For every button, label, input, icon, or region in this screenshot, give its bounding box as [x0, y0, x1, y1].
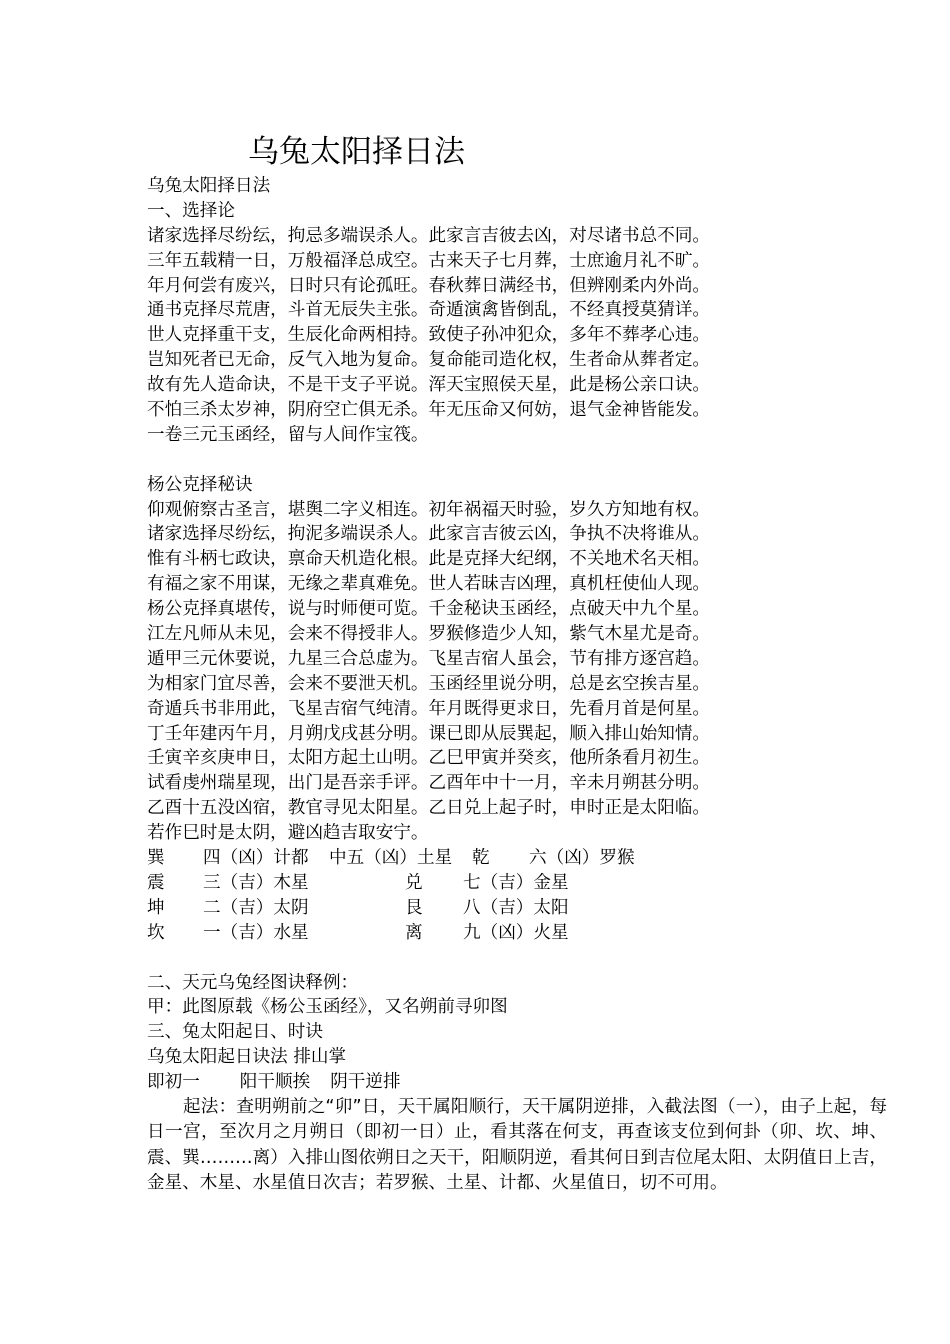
star-value: 一（吉）水星 [203, 922, 309, 943]
section-title: 一、选择论 [147, 200, 235, 221]
verse-line: 岂知死者已无命，反气入地为复命。复命能司造化权，生者命从葬者定。 [147, 350, 711, 371]
verse-line: 丁壬年建丙午月，月朔戊戌甚分明。课已即从辰巽起，顺入排山始知情。 [147, 723, 711, 744]
verse-line: 若作巳时是太阴，避凶趋吉取安宁。 [147, 823, 429, 844]
gua-label: 乾 [472, 848, 490, 869]
page-title: 乌兔太阳择日法 [248, 134, 465, 170]
gua-label: 坎 [147, 922, 165, 943]
verse-line: 奇遁兵书非用此，飞星吉宿气纯清。年月既得更求日，先看月首是何星。 [147, 698, 711, 719]
rule-yin: 阴干逆排 [330, 1072, 401, 1093]
text-line: 甲：此图原载《杨公玉函经》，又名朔前寻卯图 [147, 997, 508, 1018]
star-value: 七（吉）金星 [463, 872, 569, 893]
verse-block-selection [147, 224, 887, 448]
verse-line: 杨公克择真堪传，说与时师便可览。千金秘诀玉函经，点破天中九个星。 [147, 599, 711, 620]
verse-line: 仰观俯察古圣言，堪舆二字义相连。初年祸福天时验，岁久方知地有权。 [147, 499, 711, 520]
verse-line: 试看虔州瑞星现，出门是吾亲手评。乙酉年中十一月，辛未月朔甚分明。 [147, 773, 711, 794]
star-value: 三（吉）木星 [203, 872, 309, 893]
star-value: 六（凶）罗猴 [529, 848, 635, 869]
verse-line: 壬寅辛亥庚申日，太阳方起土山明。乙巳甲寅并癸亥，他所条看月初生。 [147, 748, 711, 769]
gua-label: 兑 [405, 872, 423, 893]
rule-yang: 阳干顺挨 [239, 1072, 311, 1093]
gua-label: 坤 [147, 897, 165, 918]
star-table-row [147, 921, 887, 946]
verse-line: 诸家选择尽纷纭，拘泥多端误杀人。此家言吉彼云凶，争执不决将谁从。 [147, 524, 711, 545]
verse-line: 遁甲三元休要说，九星三合总虚为。飞星吉宿人虽会，节有排方逐宫趋。 [147, 648, 711, 669]
verse-line: 乙酉十五没凶宿，教官寻见太阳星。乙日兑上起子时，申时正是太阳临。 [147, 798, 711, 819]
verse-line: 世人克择重干支，生辰化命两相持。致使子孙冲犯众，多年不葬孝心违。 [147, 325, 711, 346]
rule-day: 即初一 [147, 1072, 200, 1093]
text-line: 二、天元乌兔经图诀释例： [147, 972, 359, 993]
gua-label: 巽 [147, 848, 165, 869]
spacer [147, 946, 887, 971]
heading: 乌兔太阳择日法 [147, 176, 271, 196]
star-value: 二（吉）太阴 [203, 897, 309, 918]
star-value: 四（凶）计都 [203, 848, 309, 869]
text-line: 乌兔太阳起日诀法 排山掌 [147, 1047, 347, 1068]
document-body [147, 174, 887, 1197]
spacer [147, 448, 887, 473]
text-line: 三、兔太阳起日、时诀 [147, 1022, 323, 1043]
verse-line: 惟有斗柄七政诀，禀命天机造化根。此是克择大纪纲，不关地术名天相。 [147, 549, 711, 570]
verse-line: 三年五载精一日，万般福泽总成空。古来天子七月葬，士庶逾月礼不旷。 [147, 250, 711, 271]
section-title: 杨公克择秘诀 [147, 474, 253, 495]
star-value: 九（凶）火星 [463, 922, 569, 943]
star-table-row [147, 871, 887, 896]
gua-label: 艮 [405, 897, 423, 918]
verse-line: 一卷三元玉函经，留与人间作宝筏。 [147, 424, 429, 445]
verse-line: 不怕三杀太岁神，阴府空亡俱无杀。年无压命又何妨，退气金神皆能发。 [147, 400, 711, 421]
star-value: 中五（凶）土星 [329, 848, 453, 869]
verse-line: 有福之家不用谋，无缘之辈真难免。世人若昧吉凶理，真机枉使仙人现。 [147, 574, 711, 595]
section-three-block [147, 971, 887, 1071]
verse-block-secret [147, 498, 887, 846]
verse-line: 为相家门宜尽善，会来不要泄天机。玉函经里说分明，总是玄空挨吉星。 [147, 673, 711, 694]
star-table [147, 871, 887, 946]
star-table-row [147, 846, 887, 871]
verse-line: 故有先人造命诀，不是干支子平说。浑天宝照侯天星，此是杨公亲口诀。 [147, 375, 711, 396]
verse-line: 年月何尝有废兴，日时只有论孤旺。春秋葬日满经书，但辨刚柔内外尚。 [147, 275, 711, 296]
verse-line: 诸家选择尽纷纭，拘忌多端误杀人。此家言吉彼去凶，对尽诸书总不同。 [147, 225, 711, 246]
star-value: 八（吉）太阳 [463, 897, 569, 918]
gua-label: 离 [405, 922, 423, 943]
verse-line: 通书克择尽荒唐，斗首无辰失主张。奇遁演禽皆倒乱，不经真授莫猜详。 [147, 300, 711, 321]
gua-label: 震 [147, 872, 165, 893]
verse-line: 江左凡师从未见，会来不得授非人。罗猴修造少人知，紫气木星尤是奇。 [147, 624, 711, 645]
method-paragraph: 起法：查明朔前之“卯”日，天干属阳顺行，天干属阴逆排，入截法图（一），由子上起，每日一宫，至次月之月朔日（即初一日）止，看其落在何支，再查该支位到何卦（卯、坎、坤、震、巽………离）入排山图依朔日之天干，阳顺阴逆，看其何日到吉位尾太阳、太阴值日上吉，金星、木星、水星值日次吉；若罗猴、土星、计都、火星值日，切不可用。 [147, 1096, 887, 1194]
star-table-row [147, 896, 887, 921]
rule-line [147, 1070, 887, 1095]
